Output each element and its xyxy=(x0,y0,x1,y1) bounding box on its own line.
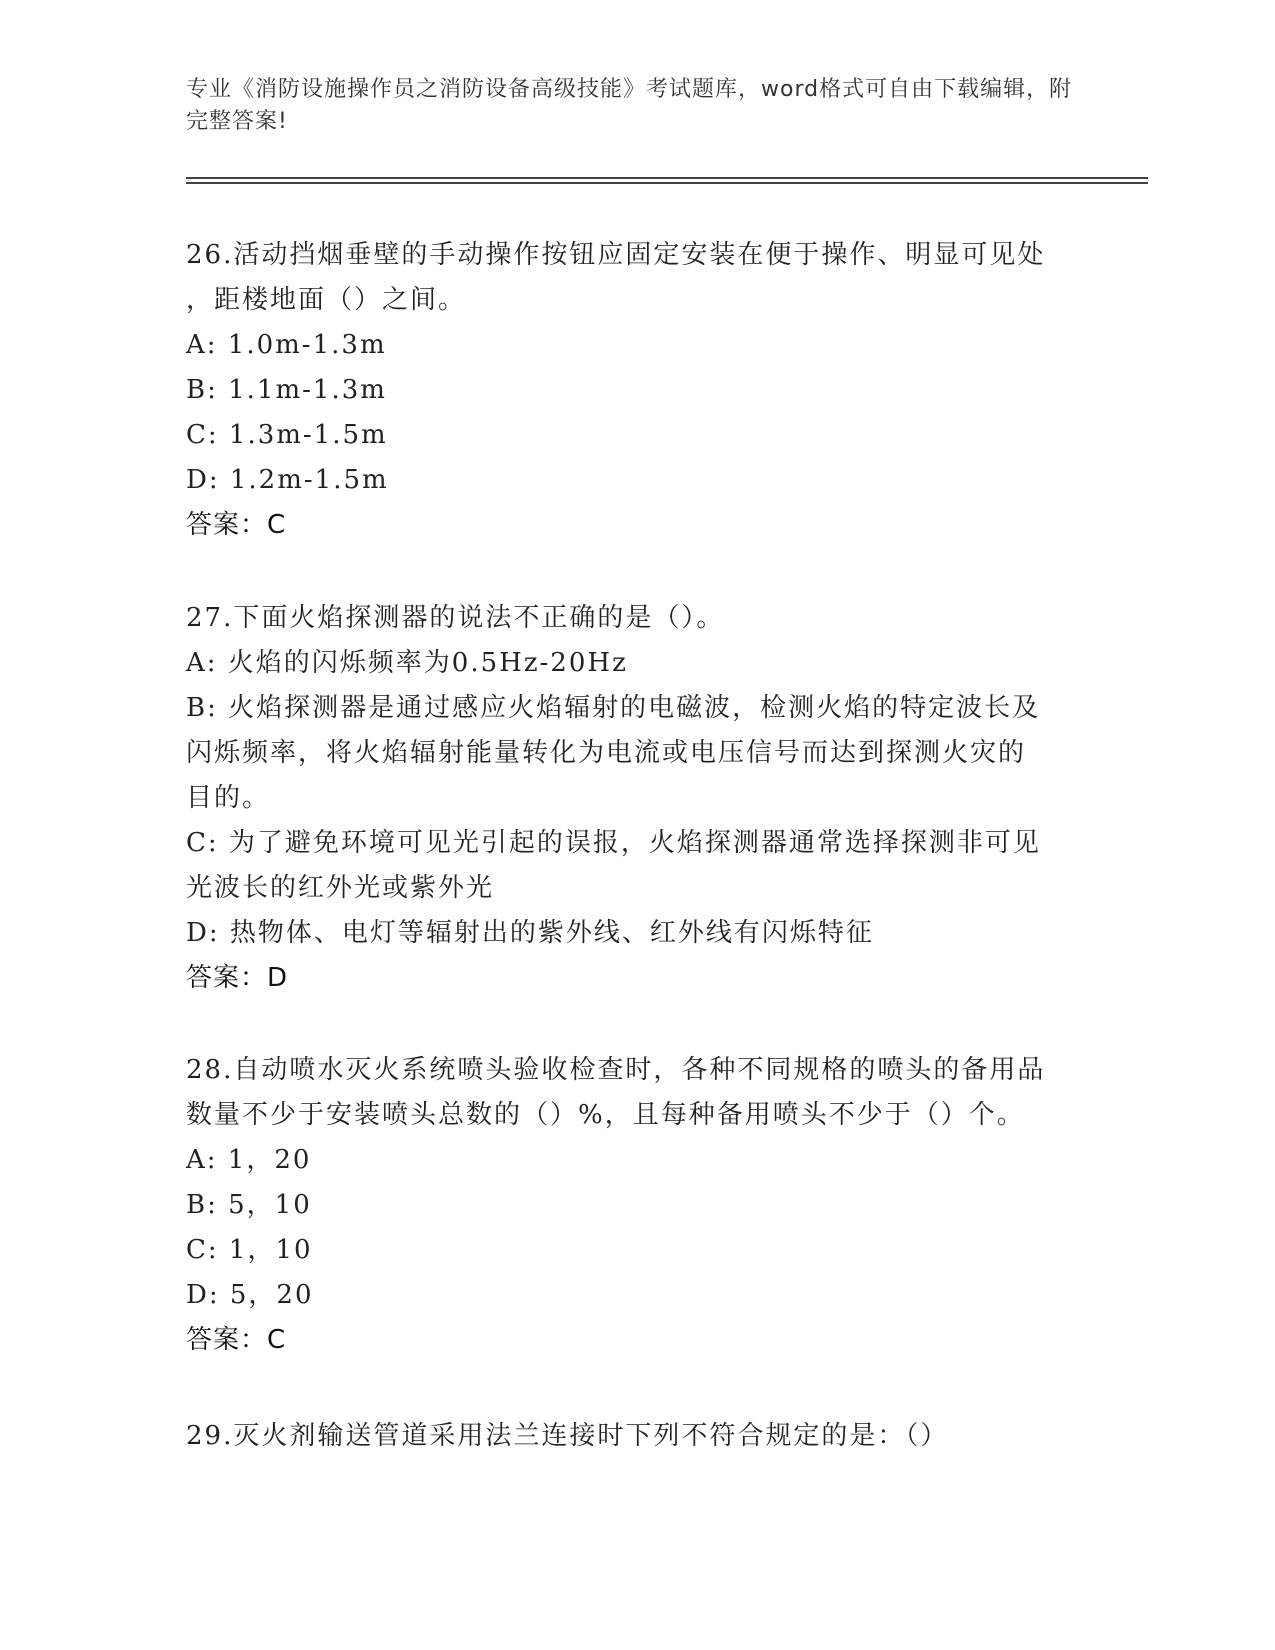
question-stem-line: 29.灭火剂输送管道采用法兰连接时下列不符合规定的是：（） xyxy=(186,1421,949,1451)
question-stem-line: 数量不少于安装喷头总数的（）%，且每种备用喷头不少于（）个。 xyxy=(186,1100,1025,1130)
question-27 xyxy=(186,596,1086,1001)
question-stem-line: 27.下面火焰探测器的说法不正确的是（）。 xyxy=(186,603,725,633)
document-header: 专业《消防设施操作员之消防设备高级技能》考试题库，word格式可自由下载编辑，附完整答案! xyxy=(186,77,1073,134)
option-c: C: 为了避免环境可见光引起的误报，火焰探测器通常选择探测非可见 xyxy=(186,828,1041,858)
answer-label: 答案：C xyxy=(186,1325,287,1355)
option-d: D: 热物体、电灯等辐射出的紫外线、红外线有闪烁特征 xyxy=(186,918,874,948)
answer-label: 答案：D xyxy=(186,963,289,993)
option-c: C: 1.3m-1.5m xyxy=(186,420,388,450)
option-d: D: 5，20 xyxy=(186,1280,314,1310)
option-b: B: 5，10 xyxy=(186,1190,312,1220)
header-divider-bottom xyxy=(186,182,1148,184)
option-a: A: 1.0m-1.3m xyxy=(186,330,387,360)
question-stem-line: ，距楼地面（）之间。 xyxy=(186,285,467,315)
option-c: C: 1，10 xyxy=(186,1235,313,1265)
option-b: B: 火焰探测器是通过感应火焰辐射的电磁波，检测火焰的特定波长及 xyxy=(186,693,1041,723)
option-b-continued: 目的。 xyxy=(186,783,271,813)
option-a: A: 1，20 xyxy=(186,1145,312,1175)
question-26 xyxy=(186,233,1086,548)
question-stem-line: 28.自动喷水灭火系统喷头验收检查时，各种不同规格的喷头的备用品 xyxy=(186,1055,1046,1085)
question-28 xyxy=(186,1048,1086,1363)
header-divider-top xyxy=(186,177,1148,179)
answer-label: 答案：C xyxy=(186,510,287,540)
option-a: A: 火焰的闪烁频率为0.5Hz-20Hz xyxy=(186,648,628,678)
option-d: D: 1.2m-1.5m xyxy=(186,465,389,495)
question-29 xyxy=(186,1414,1086,1459)
option-b-continued: 闪烁频率，将火焰辐射能量转化为电流或电压信号而达到探测火灾的 xyxy=(186,738,1027,768)
question-stem-line: 26.活动挡烟垂壁的手动操作按钮应固定安装在便于操作、明显可见处 xyxy=(186,240,1046,270)
option-c-continued: 光波长的红外光或紫外光 xyxy=(186,873,495,903)
option-b: B: 1.1m-1.3m xyxy=(186,375,387,405)
